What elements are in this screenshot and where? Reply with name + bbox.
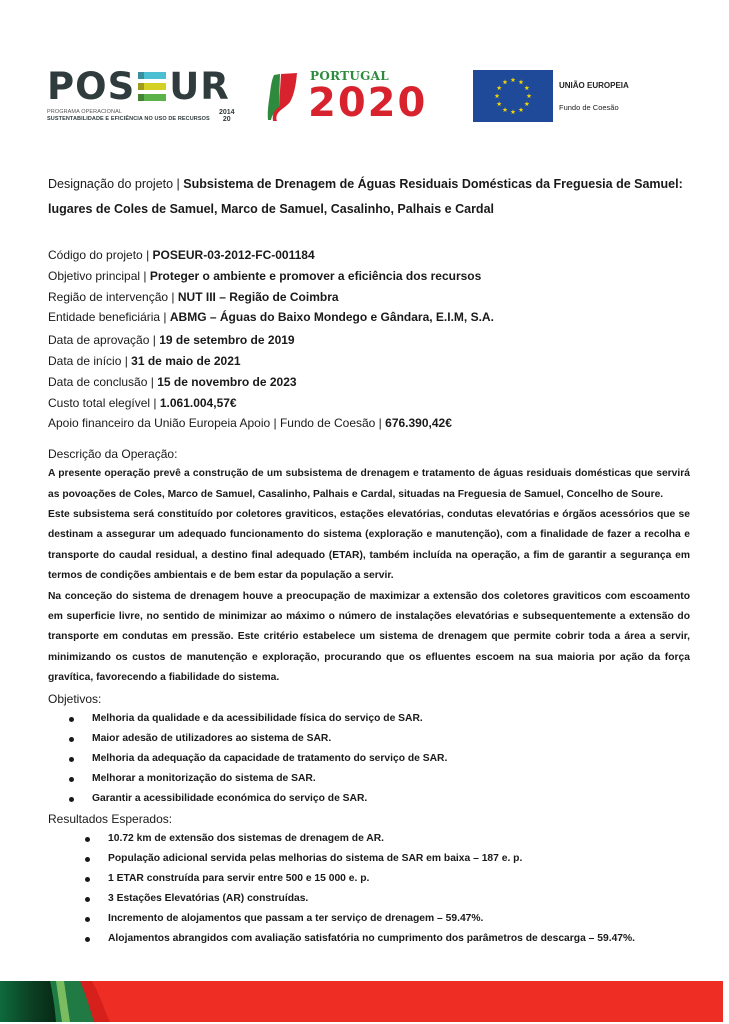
objectives-heading: Objetivos: xyxy=(48,691,102,706)
poseur-logo xyxy=(47,67,237,127)
field-main-objective xyxy=(48,266,690,287)
bullet-icon xyxy=(85,857,90,862)
bullet-icon xyxy=(69,757,74,762)
field-label: Região de intervenção | xyxy=(48,289,178,304)
poseur-word-right: UR xyxy=(169,65,230,108)
document-body xyxy=(48,172,690,949)
result-item xyxy=(48,889,690,909)
footer-band xyxy=(0,981,723,1022)
field-approval-date xyxy=(48,330,690,351)
description-paragraph: Na conceção do sistema de drenagem houve a preocupação de maximizar a extensão dos coletores graviticos com escoamento em superficie livre, no sentido de minimizar ao máximo o número de instalações elevatórias e subsequentemente a extensão do transporte em condutas em pressão. Este critério estabelece um sistema de drenagem que permite cobrir toda a área a servir, minimizando os custos de manutenção e exploração, procurando que os efluentes escoem na sua maioria por ação da força gravítica, favorecendo a fiabilidade do sistema. xyxy=(48,590,690,684)
field-value: POSEUR-03-2012-FC-001184 xyxy=(152,248,315,262)
objective-text: Maior adesão de utilizadores ao sistema de SAR. xyxy=(92,732,332,744)
objective-item xyxy=(48,709,690,729)
objective-item xyxy=(48,769,690,789)
project-designation xyxy=(48,172,690,197)
portugal-flag-mark-icon xyxy=(264,71,300,123)
field-project-code xyxy=(48,245,690,266)
description-heading: Descrição da Operação: xyxy=(48,447,178,462)
objective-text: Melhoria da qualidade e da acessibilidade física do serviço de SAR. xyxy=(92,712,423,724)
poseur-year-bottom: 20 xyxy=(222,116,231,123)
result-item xyxy=(48,849,690,869)
result-text: 10.72 km de extensão dos sistemas de drenagem de AR. xyxy=(108,832,385,844)
objectives-list xyxy=(48,709,690,809)
poseur-subtitle-line2: SUSTENTABILIDADE E EFICIÊNCIA NO USO DE RECURSOS xyxy=(47,116,210,122)
field-label: Data de conclusão | xyxy=(48,374,158,389)
field-eu-funding xyxy=(48,413,690,434)
bullet-icon xyxy=(85,937,90,942)
result-text: 3 Estações Elevatórias (AR) construídas. xyxy=(108,892,309,904)
result-text: Incremento de alojamentos que passam a ter serviço de drenagem – 59.47%. xyxy=(108,912,484,924)
results-list xyxy=(48,829,690,949)
poseur-e-bars-icon xyxy=(138,72,166,102)
portugal-2020-logo xyxy=(262,67,442,129)
field-value: NUT III – Região de Coimbra xyxy=(177,289,339,304)
poseur-subtitle-line1: PROGRAMA OPERACIONAL xyxy=(47,109,123,115)
poseur-subtitle xyxy=(47,109,210,123)
bullet-icon xyxy=(85,897,90,902)
field-label: Custo total elegível | xyxy=(48,395,160,410)
designation-value-line2: lugares de Coles de Samuel, Marco de Samuel, Casalinho, Palhais e Cardal xyxy=(48,202,494,216)
field-total-cost xyxy=(48,393,690,414)
footer-red-band xyxy=(0,981,723,1022)
result-text: População adicional servida pelas melhorias do sistema de SAR em baixa – 187 e. p. xyxy=(108,852,523,864)
result-item xyxy=(48,929,690,949)
bullet-icon xyxy=(85,877,90,882)
field-label: Código do projeto | xyxy=(48,248,153,262)
objective-item xyxy=(48,729,690,749)
field-label: Objetivo principal | xyxy=(48,268,150,283)
result-text: Alojamentos abrangidos com avaliação satisfatória no cumprimento dos parâmetros de descarga – 59.47%. xyxy=(108,932,636,944)
eu-flag-icon xyxy=(473,70,553,122)
eu-logo xyxy=(473,70,673,130)
result-item xyxy=(48,909,690,929)
field-value: 15 de novembro de 2023 xyxy=(157,374,297,389)
eu-title: UNIÃO EUROPEIA xyxy=(559,81,629,90)
field-region xyxy=(48,287,690,308)
field-label: Data de início | xyxy=(48,353,132,368)
bullet-icon xyxy=(85,837,90,842)
field-beneficiary xyxy=(48,307,690,328)
result-text: 1 ETAR construída para servir entre 500 e 15 000 e. p. xyxy=(108,872,370,884)
result-item xyxy=(48,869,690,889)
field-value: ABMG – Águas do Baixo Mondego e Gândara, E.I.M, S.A. xyxy=(169,310,494,325)
description-paragraph: A presente operação prevê a construção de um subsistema de drenagem e tratamento de águas residuais domésticas que servirá as povoações de Coles, Marco de Samuel, Casalinho, Palhais e Cardal, situadas na Freguesia de Samuel, Concelho de Soure. xyxy=(48,468,690,500)
bullet-icon xyxy=(69,777,74,782)
poseur-word-left: POS xyxy=(47,65,136,108)
objective-item xyxy=(48,749,690,769)
field-end-date xyxy=(48,372,690,393)
field-value: 676.390,42€ xyxy=(385,416,452,431)
objective-text: Melhoria da adequação da capacidade de tratamento do serviço de SAR. xyxy=(92,752,448,764)
field-label: Apoio financeiro da União Europeia Apoio | Fundo de Coesão | xyxy=(48,416,386,431)
bullet-icon xyxy=(69,797,74,802)
poseur-year-top: 2014 xyxy=(219,109,235,116)
objective-text: Garantir a acessibilidade económica do serviço de SAR. xyxy=(92,792,368,804)
project-fields xyxy=(48,245,690,434)
result-item xyxy=(48,829,690,849)
description-paragraph: Este subsistema será constituído por coletores graviticos, estações elevatórias, condutas elevatórias e órgãos acessórios que se destinam a assegurar um adequado funcionamento do sistema (exploração e manutenção), com a finalidade de fazer a recolha e transporte do caudal residual, a destino final adequado (ETAR), também incluída na operação, a fim de garantir a segurança em termos de condições ambientais e de bem estar da população a servir. xyxy=(48,508,690,582)
field-value: 31 de maio de 2021 xyxy=(131,353,241,368)
designation-value-line1: Subsistema de Drenagem de Águas Residuais Domésticas da Freguesia de Samuel: xyxy=(183,177,683,191)
field-value: Proteger o ambiente e promover a eficiência dos recursos xyxy=(149,268,482,283)
field-value: 1.061.004,57€ xyxy=(159,395,237,410)
bullet-icon xyxy=(85,917,90,922)
portugal-label: PORTUGAL xyxy=(310,69,390,83)
objective-item xyxy=(48,789,690,809)
portugal-year: 2020 xyxy=(308,80,428,126)
bullet-icon xyxy=(69,737,74,742)
objective-text: Melhorar a monitorização do sistema de SAR. xyxy=(92,772,316,784)
field-value: 19 de setembro de 2019 xyxy=(159,333,295,348)
header-logos xyxy=(0,62,729,132)
poseur-year xyxy=(219,109,235,123)
bullet-icon xyxy=(69,717,74,722)
results-heading: Resultados Esperados: xyxy=(48,811,173,826)
field-label: Entidade beneficiária | xyxy=(48,310,170,325)
poseur-wordmark xyxy=(47,67,230,107)
field-label: Data de aprovação | xyxy=(48,333,160,348)
eu-fund-name: Fundo de Coesão xyxy=(559,103,619,112)
footer-dark-green xyxy=(0,981,56,1022)
field-start-date xyxy=(48,351,690,372)
designation-label: Designação do projeto | xyxy=(48,177,184,191)
